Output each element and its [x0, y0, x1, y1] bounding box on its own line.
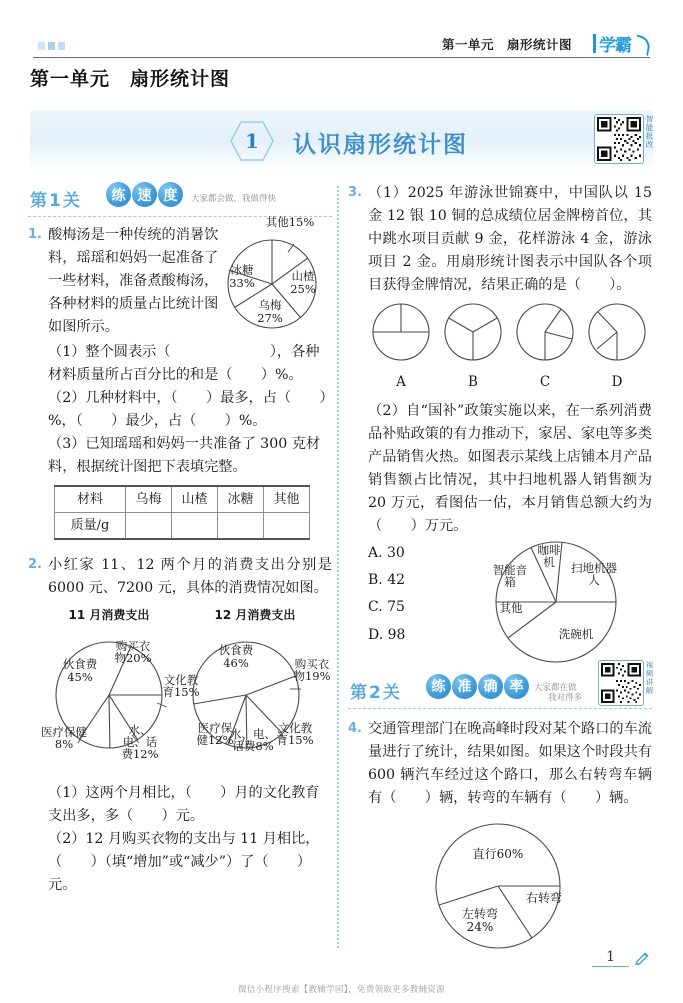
brand-swoosh-icon — [634, 35, 648, 53]
question-number: 3. — [348, 185, 362, 200]
question-number: 4. — [348, 720, 362, 736]
pie-slice-label: 左转弯24% — [461, 906, 498, 934]
brand-logo — [593, 31, 648, 56]
figure-monthly-expenses — [28, 606, 332, 778]
bubble-char: 速 — [132, 182, 157, 207]
right-column — [348, 182, 652, 962]
table-blank-cell[interactable] — [218, 513, 264, 540]
left-column — [28, 182, 332, 897]
figure-online-shop-pie — [470, 536, 642, 668]
choice-label: A — [396, 374, 406, 390]
question-1-part-1: （1）整个圆表示（ ），各种材料质量所占百分比的和是（ ）%。 — [48, 344, 320, 383]
running-header-title: 第一单元 扇形统计图 — [441, 37, 572, 52]
table-row-header: 质量/g — [55, 513, 126, 540]
pie-slice-label: 文化教育15% — [162, 673, 200, 700]
qr-smart-grading[interactable] — [594, 114, 654, 164]
qr-code-image — [594, 114, 644, 164]
pie-slice-label: 伙食费46% — [218, 643, 254, 670]
pie-slice-label: 洗碗机 — [558, 626, 594, 641]
pie-slice-label: 水、电、话费12% — [121, 723, 159, 762]
level-2-rule — [348, 708, 652, 709]
question-2 — [28, 554, 332, 897]
pie-slice-label: 咖啡机 — [537, 542, 561, 569]
bubble-char: 确 — [478, 674, 503, 699]
option-c[interactable]: C. 75 — [368, 599, 405, 616]
pie-slice-label: 文化教育15% — [276, 721, 314, 748]
decorative-squares — [38, 42, 65, 50]
table-blank-cell[interactable] — [264, 513, 310, 540]
lesson-title: 认识扇形统计图 — [293, 132, 468, 158]
pie-slice-label: 购买衣物19% — [293, 657, 331, 684]
level-2-bubbles — [426, 674, 529, 699]
page-number: 1 — [592, 949, 629, 967]
question-number: 2. — [28, 557, 42, 572]
table-blank-cell[interactable] — [172, 513, 218, 540]
figure-december-pie — [180, 606, 330, 767]
page-number-block — [592, 949, 650, 967]
question-1-part-2: （2）几种材料中，（ ）最多，占（ ）%，（ ）最少，占（ ）%。 — [48, 390, 327, 429]
bubble-char: 率 — [504, 674, 529, 699]
table-blank-cell[interactable] — [126, 513, 172, 540]
table-header-cell: 材料 — [55, 486, 126, 513]
brand-bar — [593, 34, 596, 53]
level-1-name: 第1关 — [30, 191, 82, 211]
choice-d[interactable] — [586, 301, 648, 394]
table-header-cell: 其他 — [264, 486, 310, 513]
table-header-cell: 山楂 — [172, 486, 218, 513]
table-header-row — [55, 486, 310, 513]
table-header-cell: 冰糖 — [218, 486, 264, 513]
qr-label: 智能批改 — [645, 115, 654, 149]
level-2-name: 第2关 — [350, 682, 402, 703]
choice-label: D — [611, 374, 623, 390]
question-number: 1. — [28, 227, 42, 242]
level-1-subtitle: 大家都会做，我做得快 — [191, 194, 277, 204]
level-2-subtitle-1: 大家都在做 — [534, 682, 577, 693]
pie-slice-label: 购买衣物20% — [114, 639, 152, 666]
question-3-part-2: （2）自“国补”政策实施以来，在一系列消费品补贴政策的有力推动下，家居、家电等多类产品销售火热。如图表示某线上店铺本月产品销售额占比情况，其中扫地机器人销售额为 20 万元，看图估一估，本月销售总额大约为（ ）万元。 — [368, 402, 652, 534]
question-3-part-1: （1）2025 年游泳世锦赛中，中国队以 15 金 12 银 10 铜的总成绩位居金牌榜首位，其中跳水项目贡献 9 金，花样游泳 4 金，游泳项目 2 金。用扇形统计图表示中国队各个项目获得金牌情况，结果正确的是（ ）。 — [368, 185, 652, 293]
question-3-answers-area — [348, 540, 652, 672]
column-divider — [337, 186, 339, 948]
pie-slice-label: 扫地机器人 — [571, 560, 617, 587]
pie-slice-label: 直行60% — [472, 846, 524, 861]
choice-a[interactable] — [370, 301, 432, 394]
question-1-stem: 酸梅汤是一种传统的消暑饮料，瑶瑶和妈妈一起准备了一些材料，准备煮酸梅汤，各种材料的质量占比统计图如图所示。 — [48, 227, 219, 335]
level-2-header — [348, 674, 652, 710]
bubble-char: 练 — [426, 674, 451, 699]
figure-title: 11 月消费支出 — [68, 608, 150, 622]
level-1-header — [28, 182, 332, 218]
lesson-number: 1 — [245, 129, 259, 153]
pie-slice-label: 冰糖33% — [229, 263, 255, 290]
choice-label: B — [468, 374, 478, 390]
pie-slice-label: 其他 — [499, 600, 523, 615]
figure-november-pie — [36, 606, 200, 767]
level-1-bubbles — [106, 182, 183, 207]
question-1 — [28, 215, 332, 540]
header-rule — [33, 57, 650, 58]
option-b[interactable]: B. 42 — [368, 572, 406, 589]
question-2-stem: 小红家 11、12 两个月的消费支出分别是 6000 元、7200 元，具体的消费情况如图。 — [48, 557, 332, 596]
option-a[interactable]: A. 30 — [368, 544, 405, 561]
pie-slice-label: 水、电、话费8% — [230, 727, 276, 754]
table-row — [55, 513, 310, 540]
pie-slice-label: 其他15% — [265, 215, 315, 229]
pencil-icon — [634, 951, 650, 967]
question-1-part-3: （3）已知瑶瑶和妈妈一共准备了 300 克材料，根据统计图把下表填完整。 — [48, 436, 321, 475]
question-3-choice-figures — [370, 301, 648, 394]
choice-c[interactable] — [514, 301, 576, 394]
question-4-stem: 交通管理部门在晚高峰时段对某个路口的车流量进行了统计，结果如图。如果这个时段共有 600 辆汽车经过这个路口，那么右转弯车辆有（ ）辆，转弯的车辆有（ ）辆。 — [368, 720, 652, 806]
option-d[interactable]: D. 98 — [368, 626, 406, 643]
question-2-part-2: （2）12 月购买衣物的支出与 11 月相比，（ ）（填“增加”或“减少”）了（ ）元。 — [48, 831, 320, 893]
brand-text: 学霸 — [599, 36, 631, 56]
choice-b[interactable] — [442, 301, 504, 394]
bubble-char: 度 — [158, 182, 183, 207]
bubble-char: 准 — [452, 674, 477, 699]
pie-slice-label: 伙食费45% — [62, 657, 98, 684]
pie-slice-label: 山楂25% — [290, 269, 316, 296]
lesson-banner — [30, 110, 653, 172]
choice-label: C — [539, 374, 551, 390]
table-header-cell: 乌梅 — [126, 486, 172, 513]
qr-label: 视频讲解 — [645, 661, 654, 695]
figure-traffic-pie — [348, 816, 652, 962]
figure-suanmeitang-pie — [214, 215, 332, 340]
running-header — [33, 30, 650, 58]
question-4 — [348, 718, 652, 962]
pie-slice-label: 医疗保健8% — [41, 725, 87, 752]
bubble-char: 练 — [106, 182, 131, 207]
figure-title: 12 月消费支出 — [214, 608, 296, 622]
fill-in-table[interactable] — [54, 485, 310, 540]
level-2-subtitle-2: 我对得多 — [548, 692, 583, 703]
pie-slice-label: 乌梅27% — [257, 298, 283, 325]
question-2-part-1: （1）这两个月相比，（ ）月的文化教育支出多，多（ ）元。 — [48, 785, 320, 824]
pie-slice-label: 医疗保健12% — [196, 721, 234, 748]
page-title: 第一单元 扇形统计图 — [30, 68, 231, 90]
lesson-number-badge — [230, 120, 274, 162]
question-3 — [348, 182, 652, 672]
pie-slice-label: 智能音箱 — [492, 562, 528, 589]
watermark-text: 微信小程序搜索【教辅学园】，免费领取更多教辅资源 — [238, 985, 445, 995]
pie-slice-label: 右转弯 — [525, 890, 562, 905]
